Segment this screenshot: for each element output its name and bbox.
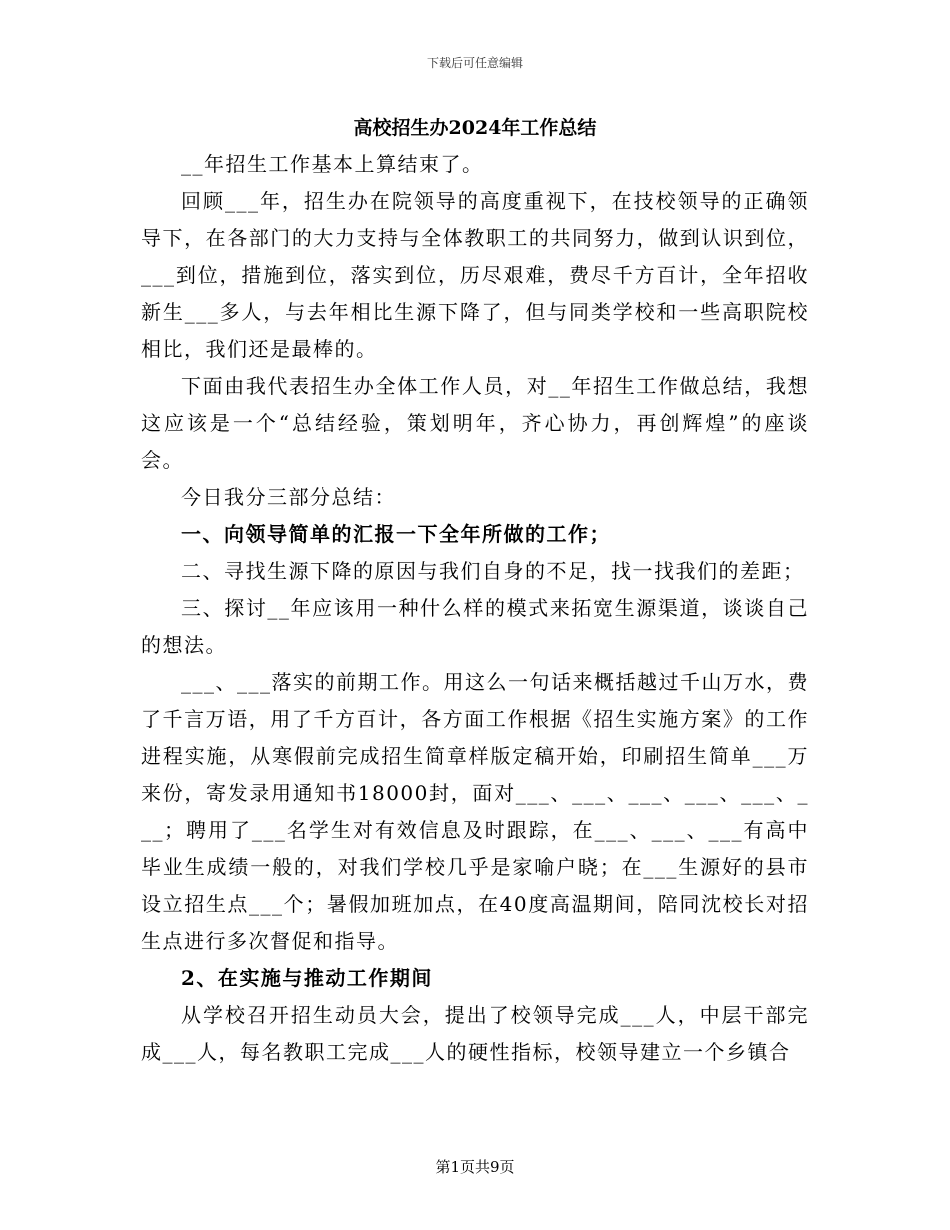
section-heading: 一、向领导简单的汇报一下全年所做的工作；: [181, 522, 611, 546]
document-body: [141, 114, 809, 1071]
paragraph: 今日我分三部分总结：: [181, 485, 396, 509]
section-heading: 2、在实施与推动工作期间: [181, 966, 433, 990]
document-title: 高校招生办2024年工作总结: [353, 117, 597, 139]
paragraph: __年招生工作基本上算结束了。: [181, 152, 484, 176]
paragraph: ___、___落实的前期工作。用这么一句话来概括越过千山万水，费了千言万语，用了千方百计，各方面工作根据《招生实施方案》的工作进程实施，从寒假前完成招生简章样版定稿开始，印刷招生简单___万来份，寄发录用通知书18000封，面对___、___、___、___、___、___；聘用了___名学生对有效信息及时跟踪，在___、___、___有高中毕业生成绩一般的，对我们学校几乎是家喻户晓；在___生源好的县市设立招生点___个；暑假加班加点，在40度高温期间，陪同沈校长对招生点进行多次督促和指导。: [141, 670, 809, 953]
paragraph: 三、探讨__年应该用一种什么样的模式来拓宽生源渠道，谈谈自己的想法。: [141, 596, 809, 657]
page-footer: 第1页共9页: [435, 1158, 515, 1176]
paragraph: 二、寻找生源下降的原因与我们自身的不足，找一找我们的差距；: [181, 559, 805, 583]
page-header: 下载后可任意编辑: [426, 56, 523, 70]
paragraph: 从学校召开招生动员大会，提出了校领导完成___人，中层干部完成___人，每名教职工完成___人的硬性指标，校领导建立一个乡镇合: [141, 1003, 809, 1064]
paragraph: 回顾___年，招生办在院领导的高度重视下，在技校领导的正确领导下，在各部门的大力支持与全体教职工的共同努力，做到认识到位，___到位，措施到位，落实到位，历尽艰难，费尽千方百计，全年招收新生___多人，与去年相比生源下降了，但与同类学校和一些高职院校相比，我们还是最棒的。: [141, 189, 809, 361]
paragraph: 下面由我代表招生办全体工作人员，对__年招生工作做总结，我想这应该是一个“总结经验，策划明年，齐心协力，再创辉煌”的座谈会。: [141, 374, 809, 472]
